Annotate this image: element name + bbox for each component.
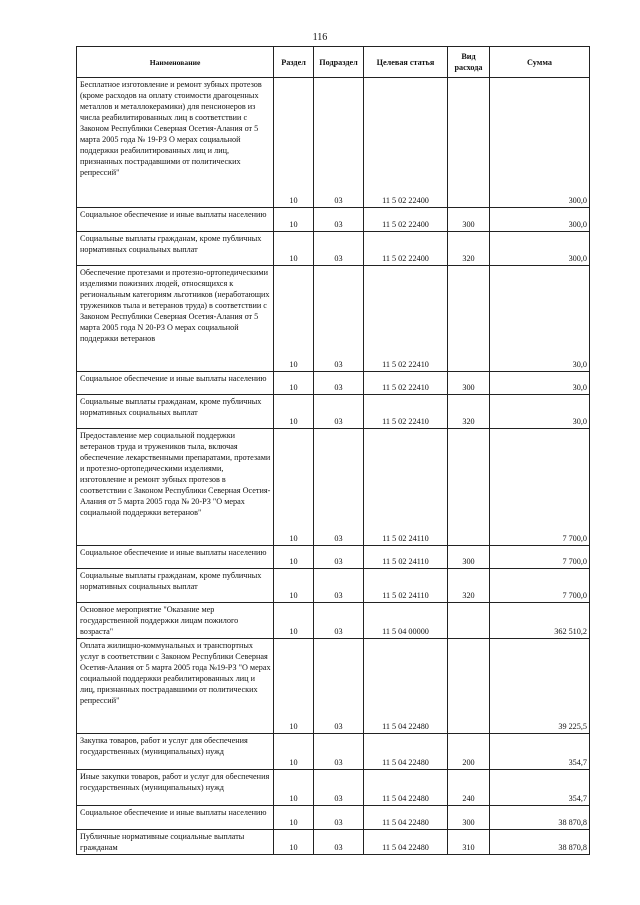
row-target: 11 5 04 22480 (364, 639, 448, 734)
row-type (448, 603, 490, 639)
row-name: Социальные выплаты гражданам, кроме публичных нормативных социальных выплат (77, 395, 274, 429)
header-amount: Сумма (490, 47, 590, 78)
row-name: Социальные выплаты гражданам, кроме публичных нормативных социальных выплат (77, 232, 274, 266)
row-name: Социальное обеспечение и иные выплаты населению (77, 372, 274, 395)
row-sum: 7 700,0 (490, 569, 590, 603)
row-sum: 300,0 (490, 208, 590, 232)
row-type: 240 (448, 770, 490, 806)
row-type: 320 (448, 395, 490, 429)
row-target: 11 5 04 22480 (364, 734, 448, 770)
table-row (77, 639, 590, 734)
budget-table (76, 46, 590, 855)
row-subsection: 03 (314, 546, 364, 569)
row-subsection: 03 (314, 266, 364, 372)
row-target: 11 5 04 00000 (364, 603, 448, 639)
row-sum: 30,0 (490, 266, 590, 372)
row-type: 300 (448, 806, 490, 830)
row-section: 10 (274, 546, 314, 569)
table-row (77, 429, 590, 546)
row-target: 11 5 02 22400 (364, 232, 448, 266)
row-type (448, 266, 490, 372)
row-target: 11 5 02 24110 (364, 546, 448, 569)
row-sum: 300,0 (490, 78, 590, 208)
table-row (77, 734, 590, 770)
row-name: Публичные нормативные социальные выплаты гражданам (77, 830, 274, 855)
table-row (77, 372, 590, 395)
row-subsection: 03 (314, 734, 364, 770)
row-target: 11 5 04 22480 (364, 770, 448, 806)
row-sum: 38 870,8 (490, 830, 590, 855)
row-type: 300 (448, 208, 490, 232)
row-type: 300 (448, 372, 490, 395)
row-target: 11 5 02 22410 (364, 266, 448, 372)
row-target: 11 5 04 22480 (364, 806, 448, 830)
row-subsection: 03 (314, 429, 364, 546)
row-subsection: 03 (314, 372, 364, 395)
row-type: 320 (448, 569, 490, 603)
row-subsection: 03 (314, 639, 364, 734)
row-target: 11 5 02 22400 (364, 78, 448, 208)
row-subsection: 03 (314, 770, 364, 806)
row-name: Основное мероприятие "Оказание мер государственной поддержки лицам пожилого возраста" (77, 603, 274, 639)
row-section: 10 (274, 639, 314, 734)
row-name: Социальное обеспечение и иные выплаты населению (77, 208, 274, 232)
table-row (77, 232, 590, 266)
row-sum: 7 700,0 (490, 546, 590, 569)
row-section: 10 (274, 830, 314, 855)
row-subsection: 03 (314, 208, 364, 232)
row-type: 200 (448, 734, 490, 770)
row-target: 11 5 02 22400 (364, 208, 448, 232)
row-section: 10 (274, 806, 314, 830)
row-name: Социальные выплаты гражданам, кроме публичных нормативных социальных выплат (77, 569, 274, 603)
row-target: 11 5 02 24110 (364, 569, 448, 603)
table-row (77, 208, 590, 232)
row-type (448, 78, 490, 208)
row-subsection: 03 (314, 78, 364, 208)
table-row (77, 806, 590, 830)
row-name: Оплата жилищно-коммунальных и транспортных услуг в соответствии с Законом Республики Северная Осетия-Алания от 5 марта 2005 года №19-РЗ "О мерах социальной поддержки реабилитированных лиц и лиц, признанных пострадавшими от политических репрессий" (77, 639, 274, 734)
row-name: Предоставление мер социальной поддержки ветеранов труда и тружеников тыла, включая обеспечение лекарственными препаратами, протезами и протезно-ортопедическими изделиями, изготовление и ремонт зубных протезов в соответствии с Законом Республики Северная Осетия-Алания от 5 марта 2005 года № 20-РЗ "О мерах социальной поддержки ветеранов" (77, 429, 274, 546)
row-sum: 30,0 (490, 395, 590, 429)
table-row (77, 830, 590, 855)
row-subsection: 03 (314, 569, 364, 603)
row-type: 310 (448, 830, 490, 855)
row-name: Социальное обеспечение и иные выплаты населению (77, 546, 274, 569)
header-target-article: Целевая статья (364, 47, 448, 78)
row-sum: 39 225,5 (490, 639, 590, 734)
row-sum: 30,0 (490, 372, 590, 395)
header-section: Раздел (274, 47, 314, 78)
header-subsection: Подраздел (314, 47, 364, 78)
row-type (448, 639, 490, 734)
row-subsection: 03 (314, 232, 364, 266)
row-target: 11 5 02 22410 (364, 372, 448, 395)
row-section: 10 (274, 770, 314, 806)
table-row (77, 569, 590, 603)
table-row (77, 603, 590, 639)
row-type: 320 (448, 232, 490, 266)
row-sum: 38 870,8 (490, 806, 590, 830)
table-row (77, 78, 590, 208)
row-sum: 354,7 (490, 734, 590, 770)
table-body (77, 78, 590, 855)
row-section: 10 (274, 603, 314, 639)
row-type: 300 (448, 546, 490, 569)
table-row (77, 546, 590, 569)
row-section: 10 (274, 208, 314, 232)
row-target: 11 5 02 22410 (364, 395, 448, 429)
row-section: 10 (274, 569, 314, 603)
row-name: Обеспечение протезами и протезно-ортопедическими изделиями пожизних людей, относящихся к региональным категориям льготников (неработающих тружеников тыла и ветеранов труда) в соответствии с Законом Республики Северная Осетия-Алания от 5 марта 2005 года N 20-РЗ О мерах социальной поддержки ветеранов (77, 266, 274, 372)
row-sum: 362 510,2 (490, 603, 590, 639)
header-row (77, 47, 590, 78)
row-section: 10 (274, 395, 314, 429)
header-expense-type: Вид расхода (448, 47, 490, 78)
row-section: 10 (274, 734, 314, 770)
row-target: 11 5 04 22480 (364, 830, 448, 855)
table-row (77, 395, 590, 429)
row-subsection: 03 (314, 395, 364, 429)
row-name: Бесплатное изготовление и ремонт зубных протезов (кроме расходов на оплату стоимости драгоценных металлов и металлокерамики) для пенсионеров из числа реабилитированных лиц в соответствии с Законом Республики Северная Осетия-Алания от 5 марта 2005 года № 19-РЗ О мерах социальной поддержки реабилитированных лиц и лиц, признанных пострадавшими от политических репрессий" (77, 78, 274, 208)
row-subsection: 03 (314, 830, 364, 855)
header-name: Наименование (77, 47, 274, 78)
row-name: Социальное обеспечение и иные выплаты населению (77, 806, 274, 830)
row-target: 11 5 02 24110 (364, 429, 448, 546)
row-section: 10 (274, 429, 314, 546)
row-subsection: 03 (314, 806, 364, 830)
row-section: 10 (274, 266, 314, 372)
row-section: 10 (274, 372, 314, 395)
row-section: 10 (274, 232, 314, 266)
row-type (448, 429, 490, 546)
row-sum: 354,7 (490, 770, 590, 806)
page-number: 116 (312, 32, 328, 43)
table-row (77, 266, 590, 372)
row-section: 10 (274, 78, 314, 208)
table-row (77, 770, 590, 806)
row-subsection: 03 (314, 603, 364, 639)
row-name: Закупка товаров, работ и услуг для обеспечения государственных (муниципальных) нужд (77, 734, 274, 770)
row-sum: 7 700,0 (490, 429, 590, 546)
row-sum: 300,0 (490, 232, 590, 266)
row-name: Иные закупки товаров, работ и услуг для обеспечения государственных (муниципальных) нужд (77, 770, 274, 806)
